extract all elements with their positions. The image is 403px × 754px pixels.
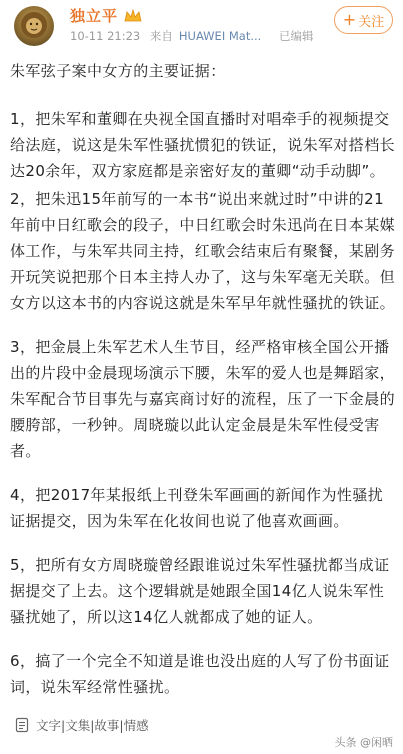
watermark: 头条 @闲晒: [334, 736, 393, 749]
post-content: [10, 58, 398, 700]
post-device[interactable]: HUAWEI Mat...: [178, 29, 262, 43]
paragraph-4: 4，把2017年某报纸上刊登朱军画画的新闻作为性骚扰证据提交，因为朱军在化妆间也说了他喜欢画画。: [10, 486, 384, 530]
post-time: 10-11 21:23: [70, 29, 141, 43]
tags-label[interactable]: 文字|文集|故事|情感: [36, 718, 149, 733]
post-tags[interactable]: [14, 716, 149, 734]
plus-icon: +: [342, 10, 357, 29]
follow-button[interactable]: [334, 6, 393, 34]
post-meta: [70, 28, 319, 44]
author-avatar[interactable]: [14, 6, 54, 46]
paragraph-1: 1，把朱军和董卿在央视全国直播时对唱牵手的视频提交给法庭，说这是朱军性骚扰惯犯的铁证，说朱军对搭档长达20余年，双方家庭都是亲密好友的董卿“动手动脚”。: [10, 110, 396, 180]
follow-label: 关注: [358, 14, 385, 30]
post-header: [0, 0, 403, 52]
paragraph-2: 2，把朱迅15年前写的一本书“说出来就过时”中讲的21年前中日红歌会的段子，中日红歌会时朱迅尚在日本某媒体工作，与朱军共同主持，红歌会结束后有聚餐，某剧务开玩笑说把那个日本主持人办了，这与朱军毫无关联。但女方以这本书的内容说这就是朱军早年就性骚扰的铁证。: [10, 190, 396, 312]
edited-label: 已编辑: [278, 29, 314, 43]
author-name[interactable]: 独立平: [70, 7, 119, 25]
lion-avatar-icon: [14, 6, 54, 46]
document-icon: [14, 717, 30, 733]
post-title: 朱军弦子案中女方的主要证据：: [10, 62, 226, 80]
vip-crown-icon: [124, 9, 142, 23]
source-prefix: 来自: [149, 29, 173, 43]
paragraph-3: 3，把金晨上朱军艺术人生节目，经严格审核全国公开播出的片段中金晨现场演示下腰，朱军的爱人也是舞蹈家，朱军配合节目事先与嘉宾商讨好的流程，压了一下金晨的腰胯部，一秒钟。周晓璇以此认定金晨是朱军性侵受害者。: [10, 338, 396, 460]
paragraph-6: 6，搞了一个完全不知道是谁也没出庭的人写了份书面证词，说朱军经常性骚扰。: [10, 652, 390, 696]
paragraph-5: 5，把所有女方周晓璇曾经跟谁说过朱军性骚扰都当成证据提交了上去。这个逻辑就是她跟全国14亿人说朱军性骚扰她了，所以这14亿人就都成了她的证人。: [10, 556, 390, 626]
